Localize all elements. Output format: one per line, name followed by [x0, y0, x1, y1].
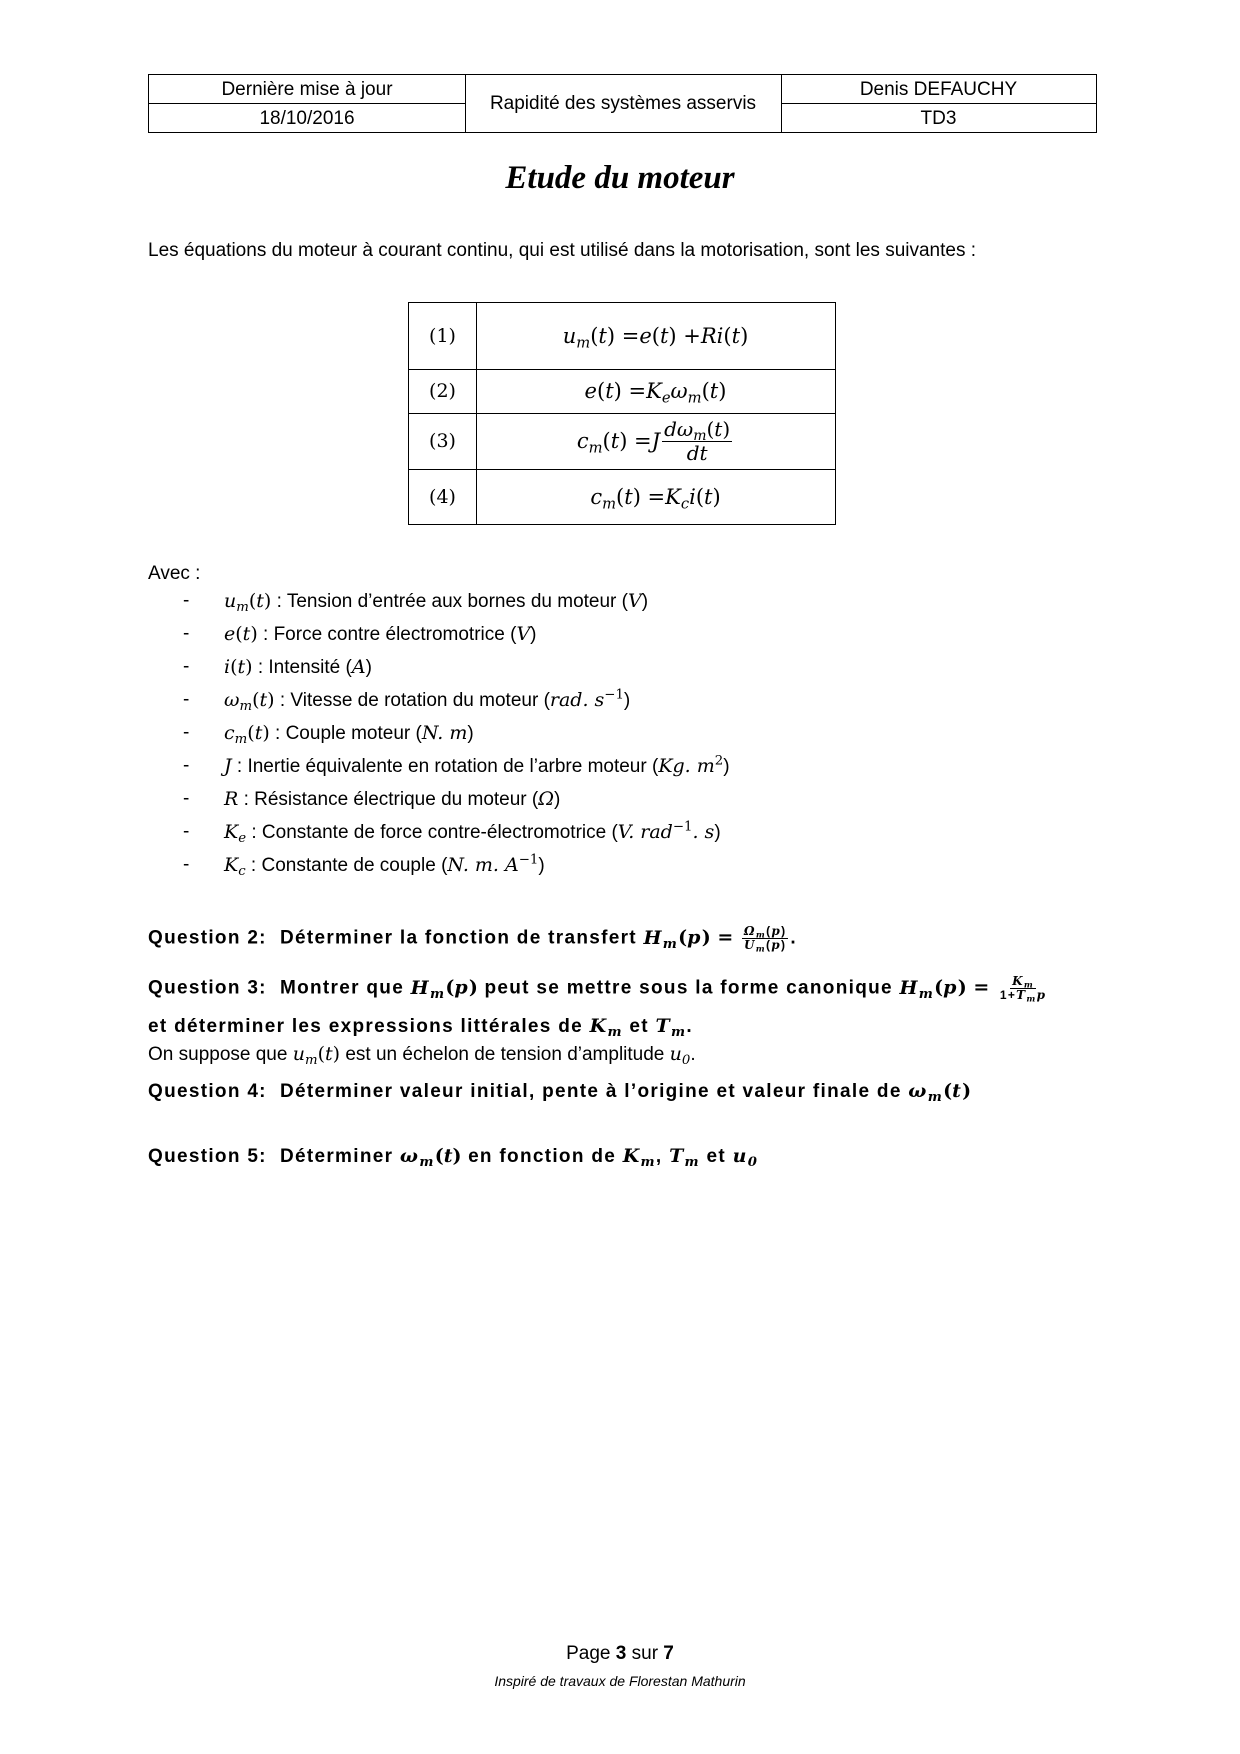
- page-number: Page 3 sur 7: [566, 1643, 674, 1664]
- update-date: 18/10/2016: [259, 107, 355, 129]
- question-3: Question 3: Montrer que $H_m(p)$ peut se mettre sous la forme canonique $H_m(p)$ = $\frac{K_m}{1+T_mp}$: [148, 974, 1047, 1004]
- equation-1: $u_m$ ( t ) = e ( t ) + Ri ( t ): [562, 324, 749, 352]
- header-divider: [465, 75, 466, 132]
- equation-number: (2): [429, 380, 456, 402]
- equation-4: $c_m$ ( t ) = $K_ci$ ( t ): [590, 485, 721, 513]
- equations-table: [408, 302, 836, 525]
- author-name: Denis DEFAUCHY: [859, 78, 1018, 100]
- course-title: Rapidité des systèmes asservis: [489, 92, 757, 114]
- equation-3: $c_m$ ( t ) = J $\frac{d\omega_m(t)}{dt}$: [576, 416, 731, 465]
- header-table: [148, 74, 1097, 133]
- question-5: Question 5: Déterminer $\omega_m(t)$ en fonction de $K_m$, $T_m$ et $u_0$: [148, 1145, 759, 1170]
- assumption-text: On suppose que $u_m(t)$ est un échelon de tension d’amplitude $u_0$.: [148, 1043, 696, 1068]
- header-divider: [149, 103, 465, 104]
- td-number: TD3: [920, 107, 957, 129]
- footer-credit: Inspiré de travaux de Florestan Mathurin: [494, 1673, 746, 1689]
- avec-label: Avec :: [148, 563, 201, 584]
- page-title: Etude du moteur: [505, 160, 735, 196]
- equation-number: (3): [429, 430, 456, 452]
- equation-number: (1): [429, 325, 456, 347]
- last-update-label: Dernière mise à jour: [221, 78, 393, 100]
- equation-number: (4): [429, 486, 456, 508]
- question-3-line-2: et déterminer les expressions littérales de $K_m$ et $T_m$.: [148, 1015, 693, 1040]
- header-divider: [781, 103, 1096, 104]
- equation-2: e ( t ) = $K_e\omega_m$ ( t ): [584, 379, 727, 407]
- intro-paragraph: Les équations du moteur à courant continu, qui est utilisé dans la motorisation, sont les suivantes :: [148, 240, 977, 261]
- question-2: Question 2: Déterminer la fonction de transfert $H_m(p)$ = $\frac{\Omega_m(p)}{U_m(p)}$ .: [148, 924, 797, 954]
- question-4: Question 4: Déterminer valeur initial, pente à l’origine et valeur finale de $\omega_m(t)$: [148, 1080, 972, 1105]
